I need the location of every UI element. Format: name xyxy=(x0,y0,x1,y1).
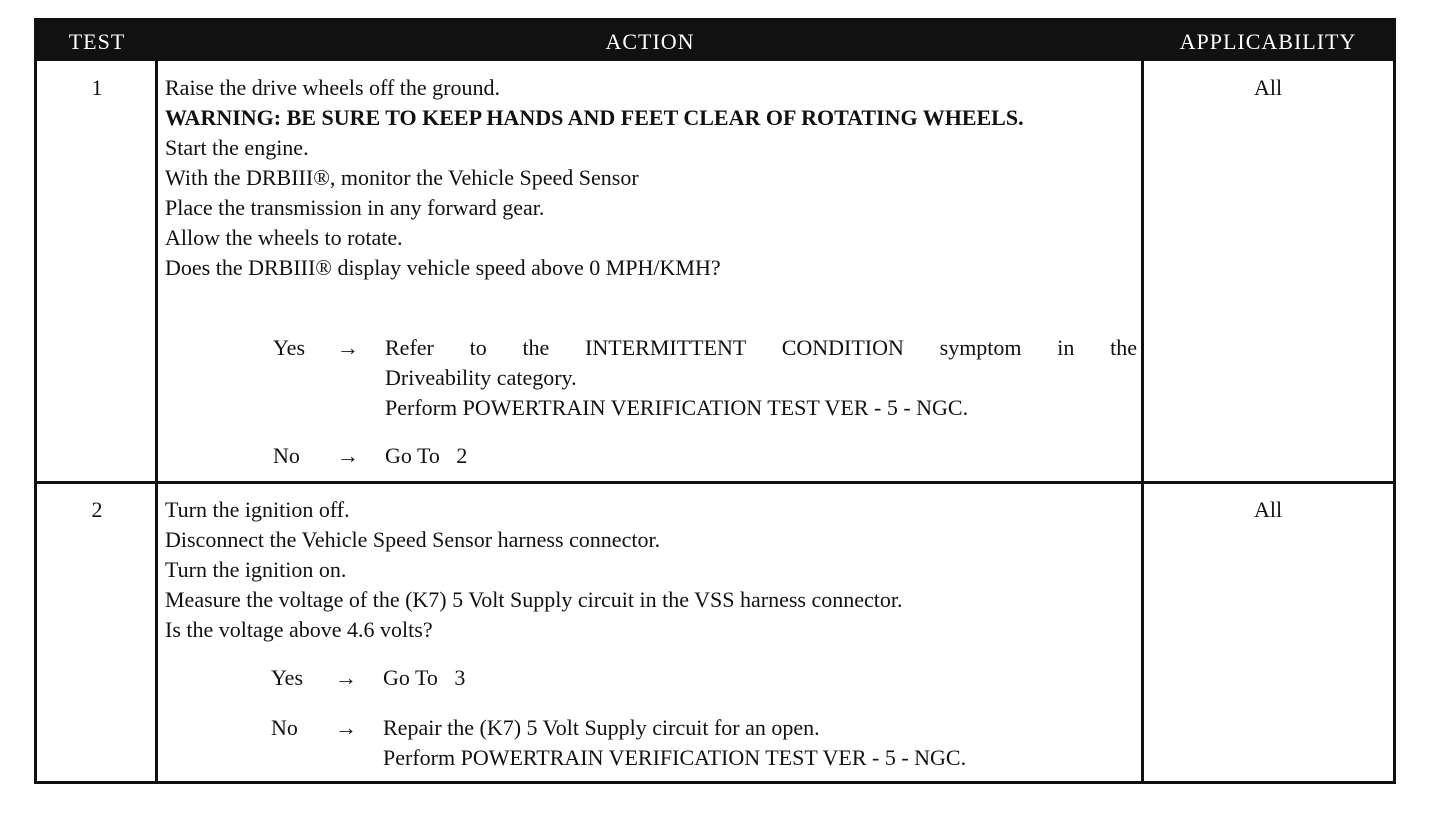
result-line: Driveability category. xyxy=(385,365,577,390)
test-number: 1 xyxy=(91,75,103,100)
action-line: Place the transmission in any forward gear. xyxy=(165,195,545,220)
action-text xyxy=(165,73,1135,283)
right-arrow-icon: → xyxy=(337,335,359,360)
no-branch xyxy=(271,713,1141,773)
result-line: Perform POWERTRAIN VERIFICATION TEST VER - 5 - NGC. xyxy=(383,745,967,770)
no-label: No xyxy=(271,715,298,740)
header-test: TEST xyxy=(68,29,126,54)
right-arrow-icon: → xyxy=(335,665,357,690)
no-label: No xyxy=(273,443,300,468)
action-text xyxy=(165,495,1135,645)
action-line: Disconnect the Vehicle Speed Sensor harness connector. xyxy=(165,527,661,552)
action-line: Measure the voltage of the (K7) 5 Volt Supply circuit in the VSS harness connector. xyxy=(165,587,903,612)
header-applicability: APPLICABILITY xyxy=(1179,29,1357,54)
test-number: 2 xyxy=(91,497,103,522)
action-line: Start the engine. xyxy=(165,135,309,160)
row-divider xyxy=(37,481,1393,484)
table-header-row xyxy=(37,21,1393,61)
action-line: Allow the wheels to rotate. xyxy=(165,225,403,250)
header-action: ACTION xyxy=(605,29,695,54)
column-divider-test xyxy=(155,61,158,781)
right-arrow-icon: → xyxy=(337,443,359,468)
yes-result xyxy=(383,663,1135,693)
no-result xyxy=(383,713,1135,773)
result-line: Repair the (K7) 5 Volt Supply circuit for an open. xyxy=(383,715,820,740)
yes-label: Yes xyxy=(271,665,304,690)
action-line: Does the DRBIII® display vehicle speed above 0 MPH/KMH? xyxy=(165,255,721,280)
right-arrow-icon: → xyxy=(335,715,357,740)
action-line: Turn the ignition on. xyxy=(165,557,347,582)
yes-result xyxy=(385,333,1137,423)
result-line: Refer to the INTERMITTENT CONDITION symptom in the xyxy=(385,335,1137,360)
action-line: With the DRBIII®, monitor the Vehicle Speed Sensor xyxy=(165,165,639,190)
applicability-value: All xyxy=(1253,75,1283,100)
yes-branch xyxy=(271,663,1141,693)
no-branch xyxy=(273,441,1143,471)
no-result xyxy=(385,441,1137,471)
yes-branch xyxy=(273,333,1143,423)
yes-label: Yes xyxy=(273,335,306,360)
warning-text: WARNING: BE SURE TO KEEP HANDS AND FEET CLEAR OF ROTATING WHEELS. xyxy=(165,105,1024,130)
applicability-value: All xyxy=(1253,497,1283,522)
action-line: Raise the drive wheels off the ground. xyxy=(165,75,501,100)
diagnostic-test-table xyxy=(34,18,1396,784)
result-line: Go To 2 xyxy=(385,443,468,468)
action-line: Is the voltage above 4.6 volts? xyxy=(165,617,433,642)
action-line: Turn the ignition off. xyxy=(165,497,350,522)
result-line: Perform POWERTRAIN VERIFICATION TEST VER - 5 - NGC. xyxy=(385,395,969,420)
result-line: Go To 3 xyxy=(383,665,466,690)
